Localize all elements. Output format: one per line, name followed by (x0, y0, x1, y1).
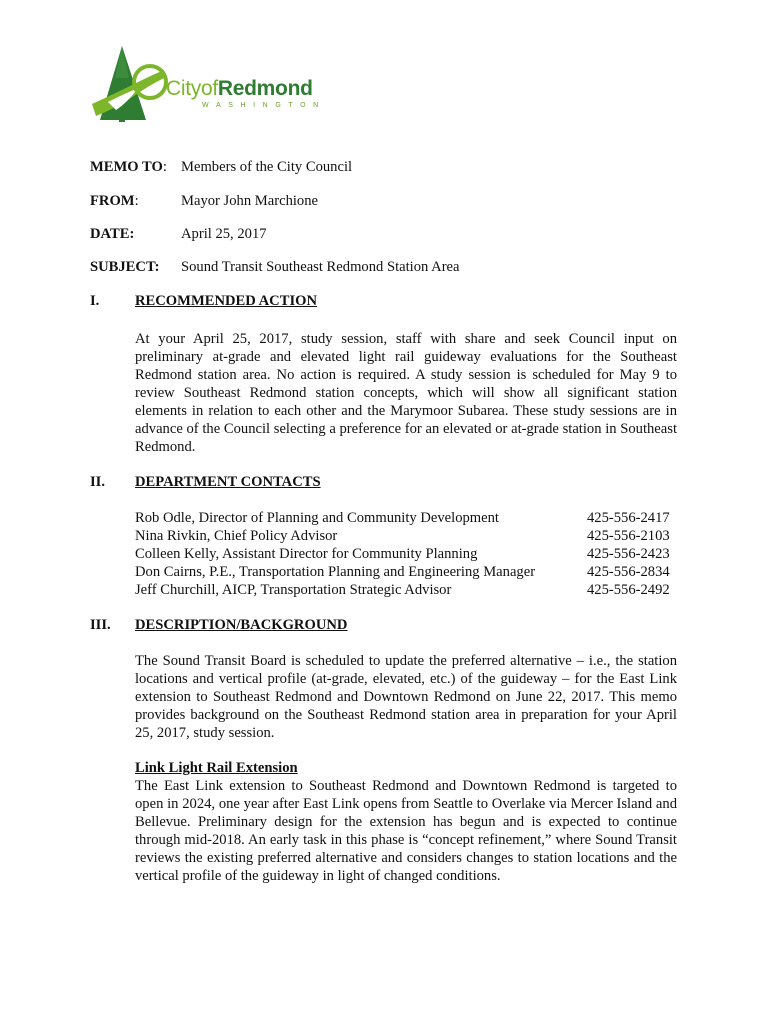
contact-phone: 425-556-2103 (587, 528, 670, 544)
logo-wordmark: CityofRedmond (166, 77, 313, 100)
section-title: DESCRIPTION/BACKGROUND (135, 617, 348, 633)
memo-from-value: Mayor John Marchione (181, 193, 318, 209)
contact-name: Colleen Kelly, Assistant Director for Community Planning (135, 546, 478, 562)
section-title: RECOMMENDED ACTION (135, 293, 318, 309)
contact-name: Rob Odle, Director of Planning and Community Development (135, 510, 499, 526)
recommended-action-paragraph: At your April 25, 2017, study session, staff with share and seek Council input on preliminary at-grade and elevated light rail guideway evaluations for the Southeast Redmond station area. No action is required. A study session is scheduled for May 9 to review Southeast Redmond station concepts, which will show all significant station elements in relation to each other and the Marymoor Subarea. These study sessions are in advance of the Council selecting a preference for an elevated or at-grade station in Southeast Redmond. (135, 331, 677, 455)
section-number: III. (90, 617, 111, 633)
contacts-list (135, 509, 677, 599)
contact-phone: 425-556-2492 (587, 582, 670, 598)
evergreen-tree-river-icon (88, 44, 168, 128)
contact-phone: 425-556-2417 (587, 510, 670, 526)
memo-from-label: FROM: (90, 193, 139, 209)
section-title: DEPARTMENT CONTACTS (135, 474, 321, 490)
memo-subject-value: Sound Transit Southeast Redmond Station Area (181, 259, 460, 275)
link-light-rail-paragraph: The East Link extension to Southeast Redmond and Downtown Redmond is targeted to open in 2024, one year after East Link opens from Seattle to Overlake via Mercer Island and Bellevue. Preliminary design for the extension has begun and is expected to continue through mid-2018. An early task in this phase is “concept refinement,” where Sound Transit reviews the existing preferred alternative and considers changes to station locations and the vertical profile of the guideway in light of changed conditions. (135, 778, 677, 884)
link-light-rail-subheading: Link Light Rail Extension (135, 760, 298, 776)
contact-row (135, 581, 677, 599)
contact-row (135, 545, 677, 563)
section-number: II. (90, 474, 106, 490)
contact-row (135, 509, 677, 527)
memo-to-value: Members of the City Council (181, 159, 353, 175)
contact-row (135, 527, 677, 545)
contact-phone: 425-556-2834 (587, 564, 670, 580)
section-number: I. (90, 293, 100, 309)
description-paragraph: The Sound Transit Board is scheduled to update the preferred alternative – i.e., the station locations and vertical profile (at-grade, elevated, etc.) of the guideway – for the East Link extension to Southeast Redmond and Downtown Redmond on June 22, 2017. This memo provides background on the Southeast Redmond station area in preparation for your April 25, 2017, study session. (135, 653, 677, 741)
city-logo (88, 44, 333, 128)
contact-phone: 425-556-2423 (587, 546, 670, 562)
memo-date-label: DATE: (90, 226, 135, 242)
memo-subject-label: SUBJECT: (90, 259, 160, 275)
memo-to-label: MEMO TO: (90, 159, 167, 175)
contact-name: Don Cairns, P.E., Transportation Planning and Engineering Manager (135, 564, 536, 580)
memo-date-value: April 25, 2017 (181, 226, 267, 242)
logo-state: WASHINGTON (202, 102, 326, 109)
contact-name: Nina Rivkin, Chief Policy Advisor (135, 528, 338, 544)
contact-name: Jeff Churchill, AICP, Transportation Strategic Advisor (135, 582, 452, 598)
contact-row (135, 563, 677, 581)
